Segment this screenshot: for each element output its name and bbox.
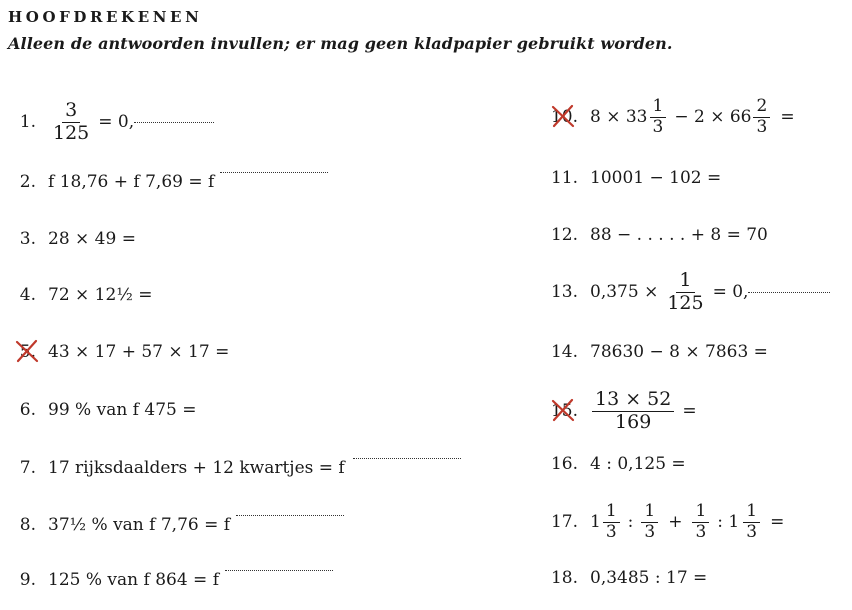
question-number: [8, 342, 36, 362]
answer-blank[interactable]: [236, 514, 344, 516]
question-text: 0,3485 : 17 =: [590, 568, 708, 588]
fraction: [743, 500, 760, 542]
fraction-denominator: 3: [644, 521, 656, 542]
question-14: [540, 322, 768, 382]
question-number: 18.: [550, 568, 578, 588]
question-number-text: 10.: [550, 107, 578, 127]
question-expression: [590, 268, 830, 314]
question-12: [540, 205, 768, 265]
question-number: 11.: [550, 168, 578, 188]
question-text: 28 × 49 =: [48, 229, 136, 249]
question-expression: [48, 514, 344, 536]
question-10: [540, 87, 795, 147]
question-expression: [48, 569, 333, 591]
question-text: 72 × 12½ =: [48, 285, 153, 305]
question-4: [8, 265, 152, 325]
equals-text: =: [682, 401, 697, 421]
question-8: [8, 495, 344, 555]
question-number: 2.: [19, 172, 36, 192]
whole-number: 1: [590, 512, 601, 532]
worksheet-instruction: Alleen de antwoorden invullen; er mag geen kladpapier gebruikt worden.: [8, 34, 673, 53]
fraction-numerator: 1: [676, 271, 694, 293]
question-number: 9.: [19, 570, 36, 590]
question-number: [540, 401, 578, 421]
question-9: [8, 550, 333, 610]
fraction-denominator: 3: [695, 521, 707, 542]
question-number: 6.: [19, 400, 36, 420]
question-text: 4 : 0,125 =: [590, 454, 686, 474]
question-expression: [590, 95, 795, 137]
question-text: 88 − . . . . . + 8 = 70: [590, 225, 768, 245]
fraction: [592, 387, 674, 433]
question-number: 14.: [550, 342, 578, 362]
question-6: [8, 380, 196, 440]
question-2: [8, 152, 328, 212]
expression-part: 0,375 ×: [590, 282, 659, 302]
fraction-denominator: 169: [615, 410, 652, 433]
worksheet-title: HOOFDREKENEN: [8, 8, 203, 26]
fraction-numerator: 1: [603, 503, 620, 523]
question-number: 4.: [19, 285, 36, 305]
fraction-denominator: 3: [746, 521, 758, 542]
red-cross-mark-icon: [14, 338, 40, 364]
fraction-numerator: 1: [743, 503, 760, 523]
question-number: 16.: [550, 454, 578, 474]
answer-blank[interactable]: [225, 569, 333, 571]
question-1: [8, 92, 214, 152]
fraction-numerator: 1: [641, 503, 658, 523]
question-text: 99 % van f 475 =: [48, 400, 197, 420]
answer-blank[interactable]: [220, 171, 328, 173]
question-text: 125 % van f 864 = f: [48, 570, 219, 590]
question-text: 10001 − 102 =: [590, 168, 722, 188]
question-number: 13.: [550, 282, 578, 302]
fraction: [50, 98, 92, 144]
fraction-numerator: 2: [753, 98, 770, 118]
question-expression: [48, 457, 461, 479]
operator: : 1: [717, 512, 740, 532]
question-16: [540, 434, 686, 494]
question-expression: [48, 98, 214, 144]
question-expression: [590, 387, 697, 433]
fraction-denominator: 3: [605, 521, 617, 542]
answer-blank[interactable]: [748, 291, 830, 293]
question-11: [540, 148, 721, 208]
fraction-numerator: 3: [62, 101, 80, 123]
fraction: [664, 268, 706, 314]
question-text: 17 rijksdaalders + 12 kwartjes = f: [48, 458, 345, 478]
question-7: [8, 438, 461, 498]
question-5: [8, 322, 229, 382]
answer-blank[interactable]: [353, 457, 461, 459]
equals-text: = 0,: [712, 282, 749, 302]
fraction: [650, 95, 667, 137]
fraction-numerator: 1: [650, 98, 667, 118]
red-cross-mark-icon: [550, 103, 576, 129]
question-number: 8.: [19, 515, 36, 535]
question-expression: [48, 171, 328, 193]
question-expression: [590, 500, 785, 542]
question-number: [540, 107, 578, 127]
equals-text: = 0,: [98, 112, 135, 132]
question-18: [540, 548, 707, 608]
equals-text: =: [780, 107, 795, 127]
fraction-denominator: 3: [756, 116, 768, 137]
question-text: 37½ % van f 7,76 = f: [48, 515, 231, 535]
fraction: [753, 95, 770, 137]
question-number-text: 5.: [19, 342, 36, 362]
expression-part: 8 × 33: [590, 107, 648, 127]
red-cross-mark-icon: [550, 397, 576, 423]
fraction: [692, 500, 709, 542]
fraction-denominator: 125: [667, 291, 704, 314]
equals-text: =: [770, 512, 785, 532]
question-text: 43 × 17 + 57 × 17 =: [48, 342, 230, 362]
question-number: 12.: [550, 225, 578, 245]
answer-blank[interactable]: [134, 121, 214, 123]
question-text: 78630 − 8 × 7863 =: [590, 342, 768, 362]
question-text: f 18,76 + f 7,69 = f: [48, 172, 215, 192]
question-number: 7.: [19, 458, 36, 478]
fraction-denominator: 125: [53, 121, 90, 144]
question-number: 3.: [19, 229, 36, 249]
expression-part: − 2 × 66: [674, 107, 752, 127]
fraction-denominator: 3: [652, 116, 664, 137]
operator: :: [627, 512, 634, 532]
question-3: [8, 209, 136, 269]
question-number: 17.: [550, 512, 578, 532]
operator: +: [668, 512, 683, 532]
fraction: [603, 500, 620, 542]
question-number-text: 15.: [550, 401, 578, 421]
question-number: 1.: [19, 112, 36, 132]
fraction-numerator: 1: [692, 503, 709, 523]
fraction-numerator: 13 × 52: [592, 390, 674, 412]
question-15: [540, 381, 697, 441]
question-17: [540, 492, 784, 552]
fraction: [641, 500, 658, 542]
question-13: [540, 262, 830, 322]
